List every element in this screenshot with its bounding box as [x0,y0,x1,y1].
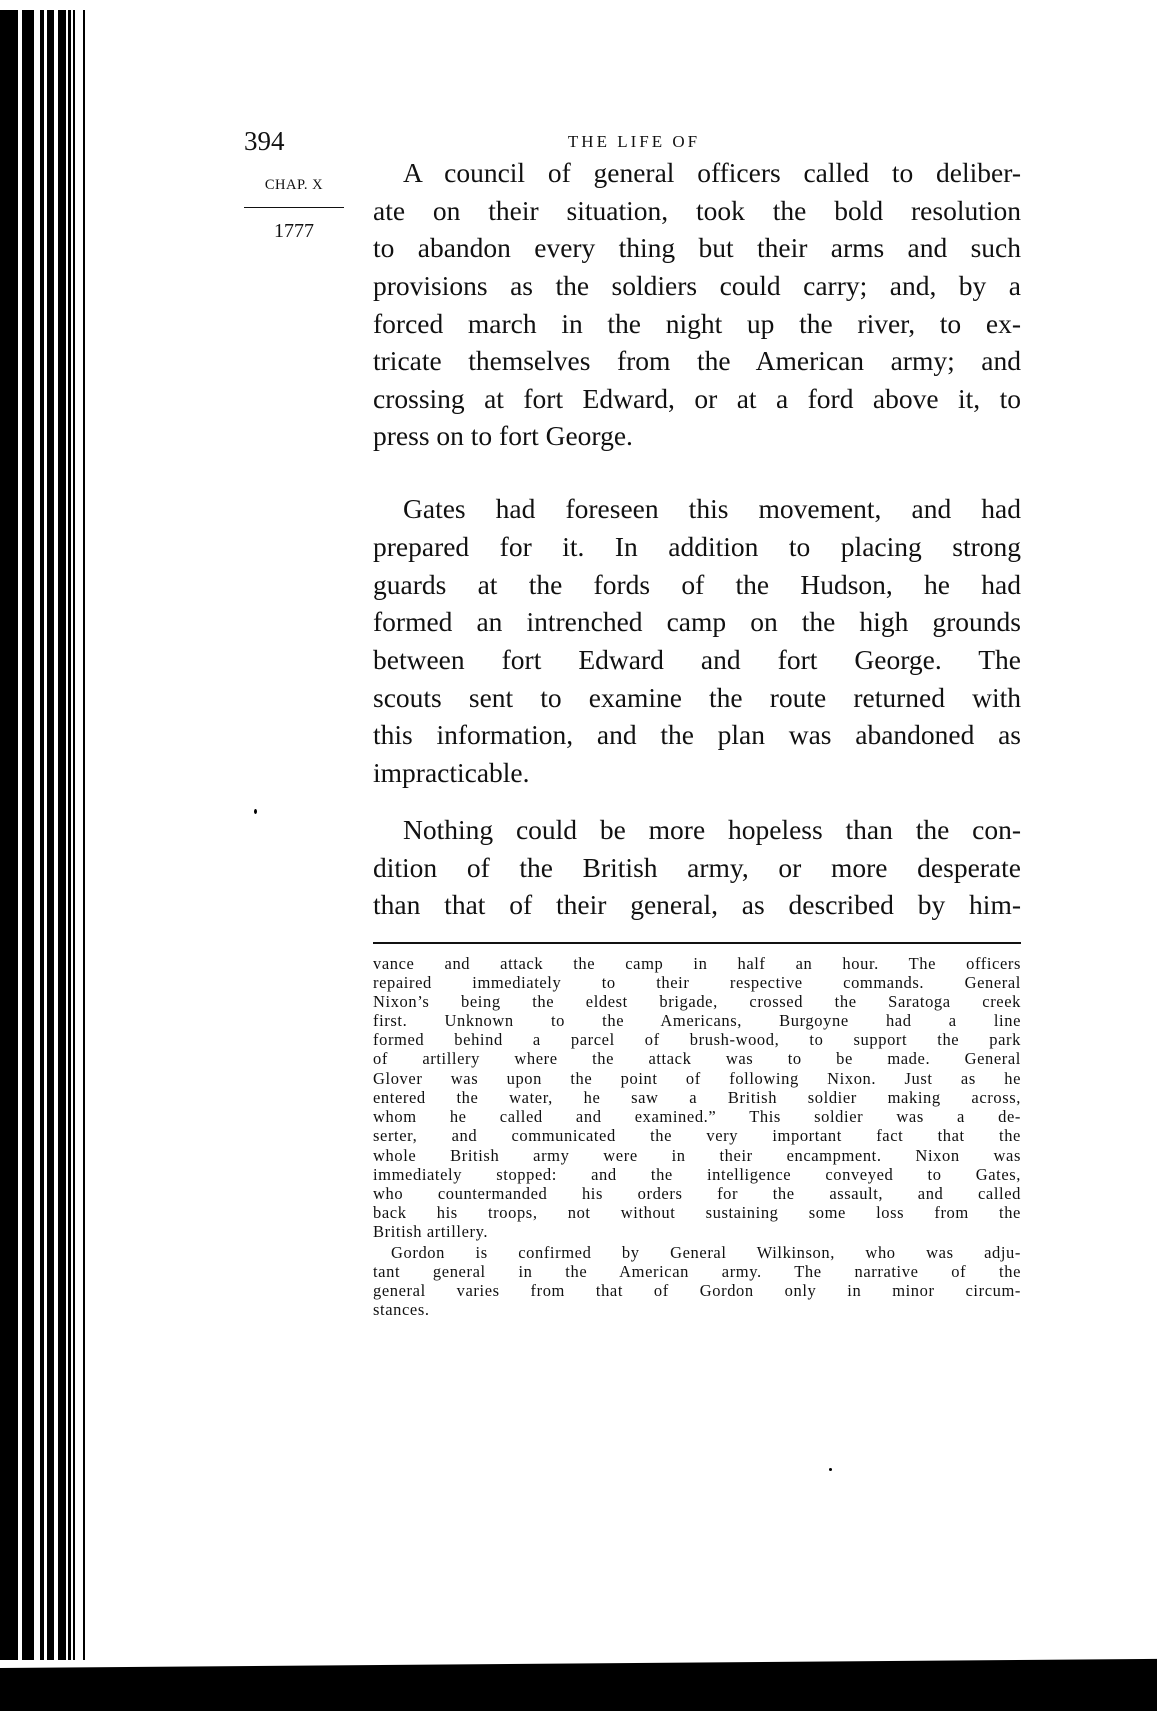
margin-chapter: CHAP. X [264,177,324,193]
body-line: to abandon every thing but their arms and such [373,232,1021,263]
running-head [244,126,1024,156]
footnote-line: back his troops, not without sustaining some loss from the [373,1203,1021,1222]
body-line: scouts sent to examine the route returned with [373,682,1021,713]
body-line: provisions as the soldiers could carry; and, by a [373,270,1021,301]
footnote-line: stances. [373,1300,430,1319]
scan-speck [829,1468,832,1471]
footnote-line: vance and attack the camp in half an hour. The officers [373,954,1021,973]
body-line: tricate themselves from the American army; and [373,345,1021,376]
binding-edge [0,10,90,1660]
body-line: press on to fort George. [373,420,633,451]
footnote-line: immediately stopped: and the intelligence conveyed to Gates, [373,1165,1021,1184]
footnote-rule [373,942,1021,944]
footnote-line: formed behind a parcel of brush-wood, to support the park [373,1030,1021,1049]
footnote-line: who countermanded his orders for the assault, and called [373,1184,1021,1203]
body-line: this information, and the plan was abandoned as [373,719,1021,750]
body-line: dition of the British army, or more desperate [373,852,1021,883]
body-line: prepared for it. In addition to placing strong [373,531,1021,562]
page-number: 394 [244,126,285,156]
footnote-line: tant general in the American army. The narrative of the [373,1262,1021,1281]
footnote-line: whole British army were in their encampment. Nixon was [373,1146,1021,1165]
footnote-line: entered the water, he saw a British soldier making across, [373,1088,1021,1107]
body-line: Nothing could be more hopeless than the con- [403,814,1021,845]
body-line: impracticable. [373,757,530,788]
footnote-line: whom he called and examined.” This soldier was a de- [373,1107,1021,1126]
body-line: forced march in the night up the river, to ex- [373,308,1021,339]
body-line: than that of their general, as described by him- [373,889,1021,920]
scan-bottom-shadow [0,1690,1157,1711]
running-title: THE LIFE OF [567,132,701,151]
footnote-line: British artillery. [373,1222,489,1241]
body-line: A council of general officers called to deliber- [403,157,1021,188]
footnote-line: general varies from that of Gordon only in minor circum- [373,1281,1021,1300]
body-line: guards at the fords of the Hudson, he had [373,569,1021,600]
margin-year: 1777 [274,220,314,242]
footnote-line: Nixon’s being the eldest brigade, crossed the Saratoga creek [373,992,1021,1011]
body-line: crossing at fort Edward, or at a ford above it, to [373,383,1021,414]
body-line: formed an intrenched camp on the high grounds [373,606,1021,637]
footnote-line: Gordon is confirmed by General Wilkinson, who was adju- [391,1243,1021,1262]
body-line: between fort Edward and fort George. The [373,644,1021,675]
body-line: ate on their situation, took the bold resolution [373,195,1021,226]
scan-speck [254,809,257,814]
footnote-line: repaired immediately to their respective commands. General [373,973,1021,992]
footnote-line: serter, and communicated the very important fact that the [373,1126,1021,1145]
margin-divider [244,207,344,208]
footnote-line: first. Unknown to the Americans, Burgoyne had a line [373,1011,1021,1030]
body-line: Gates had foreseen this movement, and had [403,493,1021,524]
footnote-line: of artillery where the attack was to be made. General [373,1049,1021,1068]
footnote-line: Glover was upon the point of following Nixon. Just as he [373,1069,1021,1088]
